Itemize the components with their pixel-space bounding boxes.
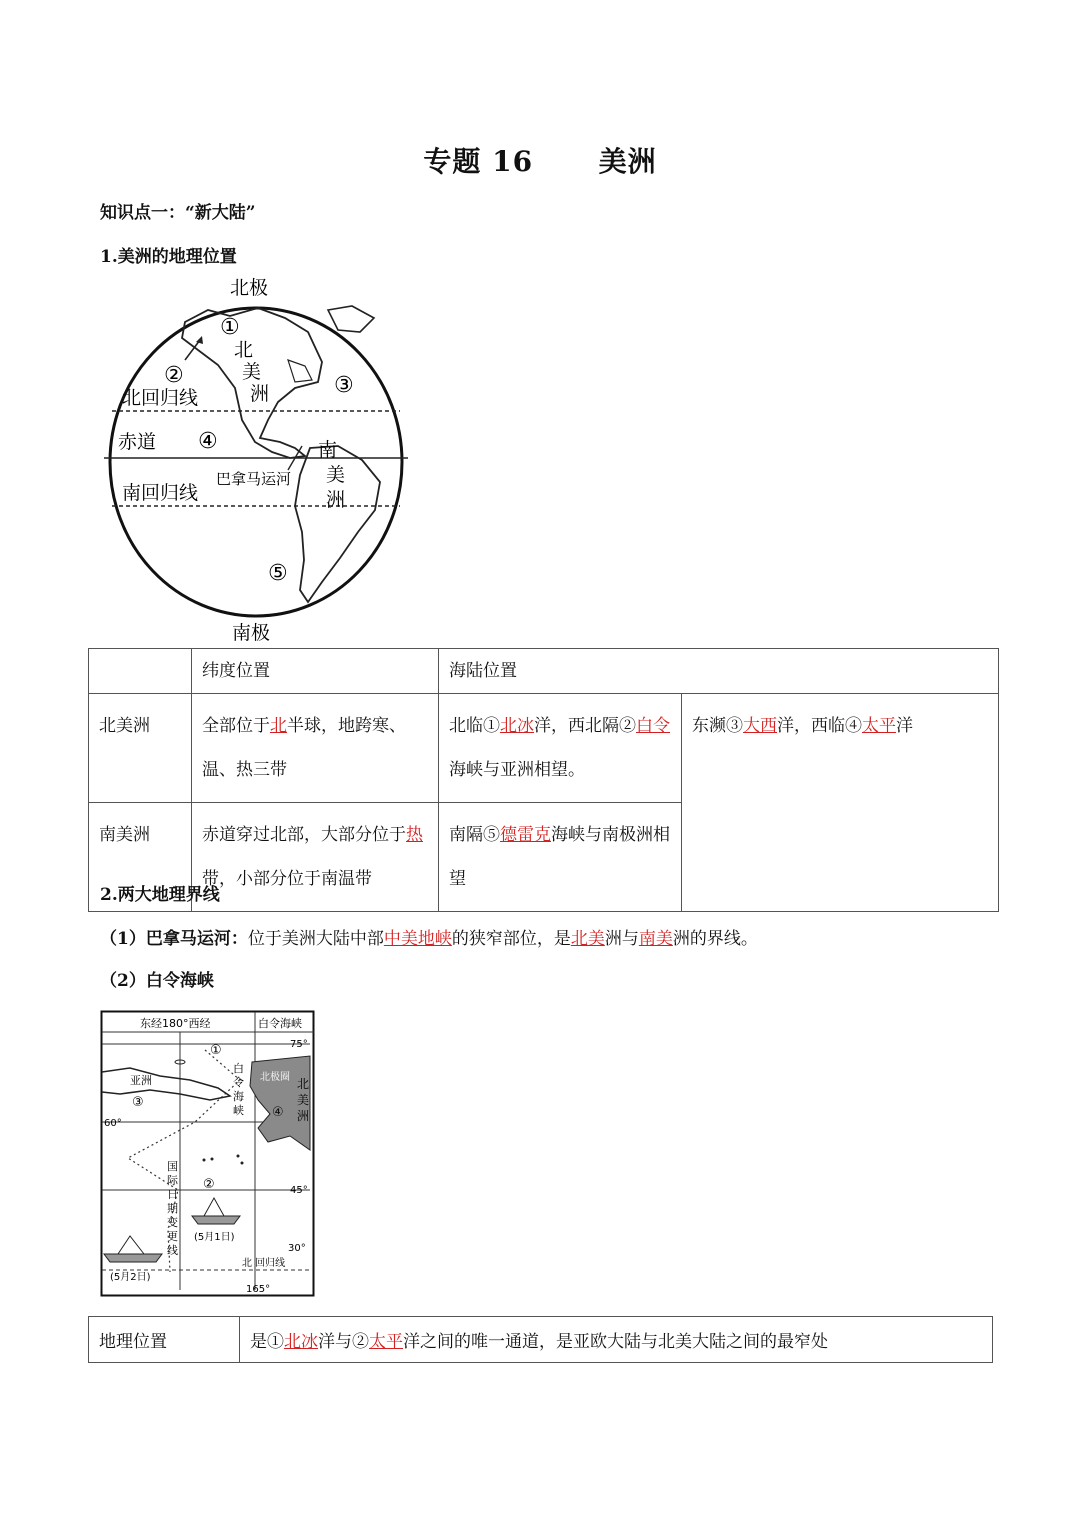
marker-4: ④: [198, 429, 218, 454]
top-label: 东经180°西经: [140, 1017, 211, 1030]
na-latitude-cell: 全部位于北半球，地跨寒、温、热三带: [192, 694, 439, 803]
dateline-char-2: 际: [167, 1174, 178, 1187]
bering-desc: 是①北冰洋与②太平洋之间的唯一通道，是亚欧大陆与北美大陆之间的最窄处: [240, 1317, 993, 1363]
na-char-2: 美: [242, 361, 262, 383]
marker-5: ⑤: [268, 561, 288, 586]
tropic-south-label: 南回归线: [122, 482, 199, 504]
lat-45: 45°: [290, 1185, 308, 1196]
header-latitude: 纬度位置: [192, 649, 439, 694]
section-heading: 知识点一：“新大陆”: [100, 203, 256, 223]
map2-marker-3: ③: [132, 1095, 144, 1110]
title-prefix: 专题: [423, 145, 482, 178]
na-map2-3: 洲: [297, 1109, 310, 1123]
south-pole-label: 南极: [232, 622, 271, 644]
header-sea-land: 海陆位置: [439, 649, 999, 694]
header-empty-cell: [89, 649, 192, 694]
dateline-char-6: 更: [167, 1230, 178, 1243]
dateline-char-7: 线: [167, 1244, 178, 1257]
north-pole-label: 北极: [230, 277, 269, 299]
marker-1: ①: [220, 315, 240, 340]
dateline-char-3: 日: [167, 1188, 178, 1201]
may2-label: (5月2日): [110, 1272, 151, 1283]
panama-canal-label: 巴拿马运河: [216, 470, 292, 488]
marker-2: ②: [164, 363, 184, 388]
bering-strait-map: [100, 1010, 316, 1300]
na-map2-2: 美: [297, 1093, 310, 1107]
sa-char-3: 洲: [326, 489, 346, 511]
sa-sea-cell: 南隔⑤德雷克海峡与南极洲相望: [439, 803, 682, 912]
bering-label: 地理位置: [89, 1317, 240, 1363]
sa-char-1: 南: [318, 439, 338, 461]
na-char-3: 洲: [250, 383, 270, 405]
may1-label: (5月1日): [194, 1232, 235, 1243]
shared-ocean-cell: 东濒③大西洋，西临④太平洋: [682, 694, 999, 912]
dateline-char-5: 变: [167, 1216, 178, 1229]
bering-heading: （2）白令海峡: [100, 971, 214, 991]
arctic-circle-label: 北极圈: [260, 1072, 290, 1083]
lat-60: 60°: [104, 1118, 122, 1129]
box-label: 白令海峡: [258, 1017, 302, 1030]
map2-marker-2: ②: [203, 1177, 215, 1192]
page-title: [0, 140, 1080, 180]
americas-map: [90, 270, 420, 650]
dateline-char-1: 国: [167, 1160, 178, 1173]
strait-char-2: 令: [233, 1076, 244, 1089]
map2-marker-4: ④: [272, 1105, 284, 1120]
table-row-na: [89, 694, 999, 803]
sub-heading-location: 1.美洲的地理位置: [100, 247, 237, 267]
sa-char-2: 美: [326, 464, 346, 486]
lat-75: 75°: [290, 1039, 308, 1050]
title-number: 16: [492, 145, 534, 178]
location-table: [88, 648, 999, 912]
na-char-1: 北: [234, 339, 254, 361]
strait-char-1: 白: [233, 1062, 244, 1075]
table-header-row: [89, 649, 999, 694]
tropic-label: 北 回归线: [242, 1258, 286, 1269]
sa-latitude-cell: 赤道穿过北部，大部分位于热带，小部分位于南温带: [192, 803, 439, 912]
na-sea-cell: 北临①北冰洋，西北隔②白令海峡与亚洲相望。: [439, 694, 682, 803]
asia-label: 亚洲: [130, 1074, 152, 1087]
strait-char-3: 海: [233, 1090, 244, 1103]
dateline-char-4: 期: [167, 1202, 178, 1215]
lon-165: 165°: [246, 1284, 271, 1295]
row-label-na: 北美洲: [89, 694, 192, 803]
sub-heading-boundaries: 2.两大地理界线: [100, 885, 220, 905]
map2-marker-1: ①: [210, 1043, 222, 1058]
canal-paragraph: （1）巴拿马运河：位于美洲大陆中部中美地峡的狭窄部位，是北美洲与南美洲的界线。: [100, 929, 758, 949]
marker-3: ③: [334, 373, 354, 398]
bering-table: [88, 1316, 993, 1363]
row-label-sa: 南美洲: [89, 803, 192, 912]
bering-row: [89, 1317, 993, 1363]
title-name: 美洲: [598, 145, 657, 178]
na-map2-1: 北: [297, 1077, 310, 1091]
lat-30: 30°: [288, 1243, 306, 1254]
equator-label: 赤道: [118, 431, 157, 453]
strait-char-4: 峡: [233, 1104, 244, 1117]
tropic-north-label: 北回归线: [122, 387, 199, 409]
